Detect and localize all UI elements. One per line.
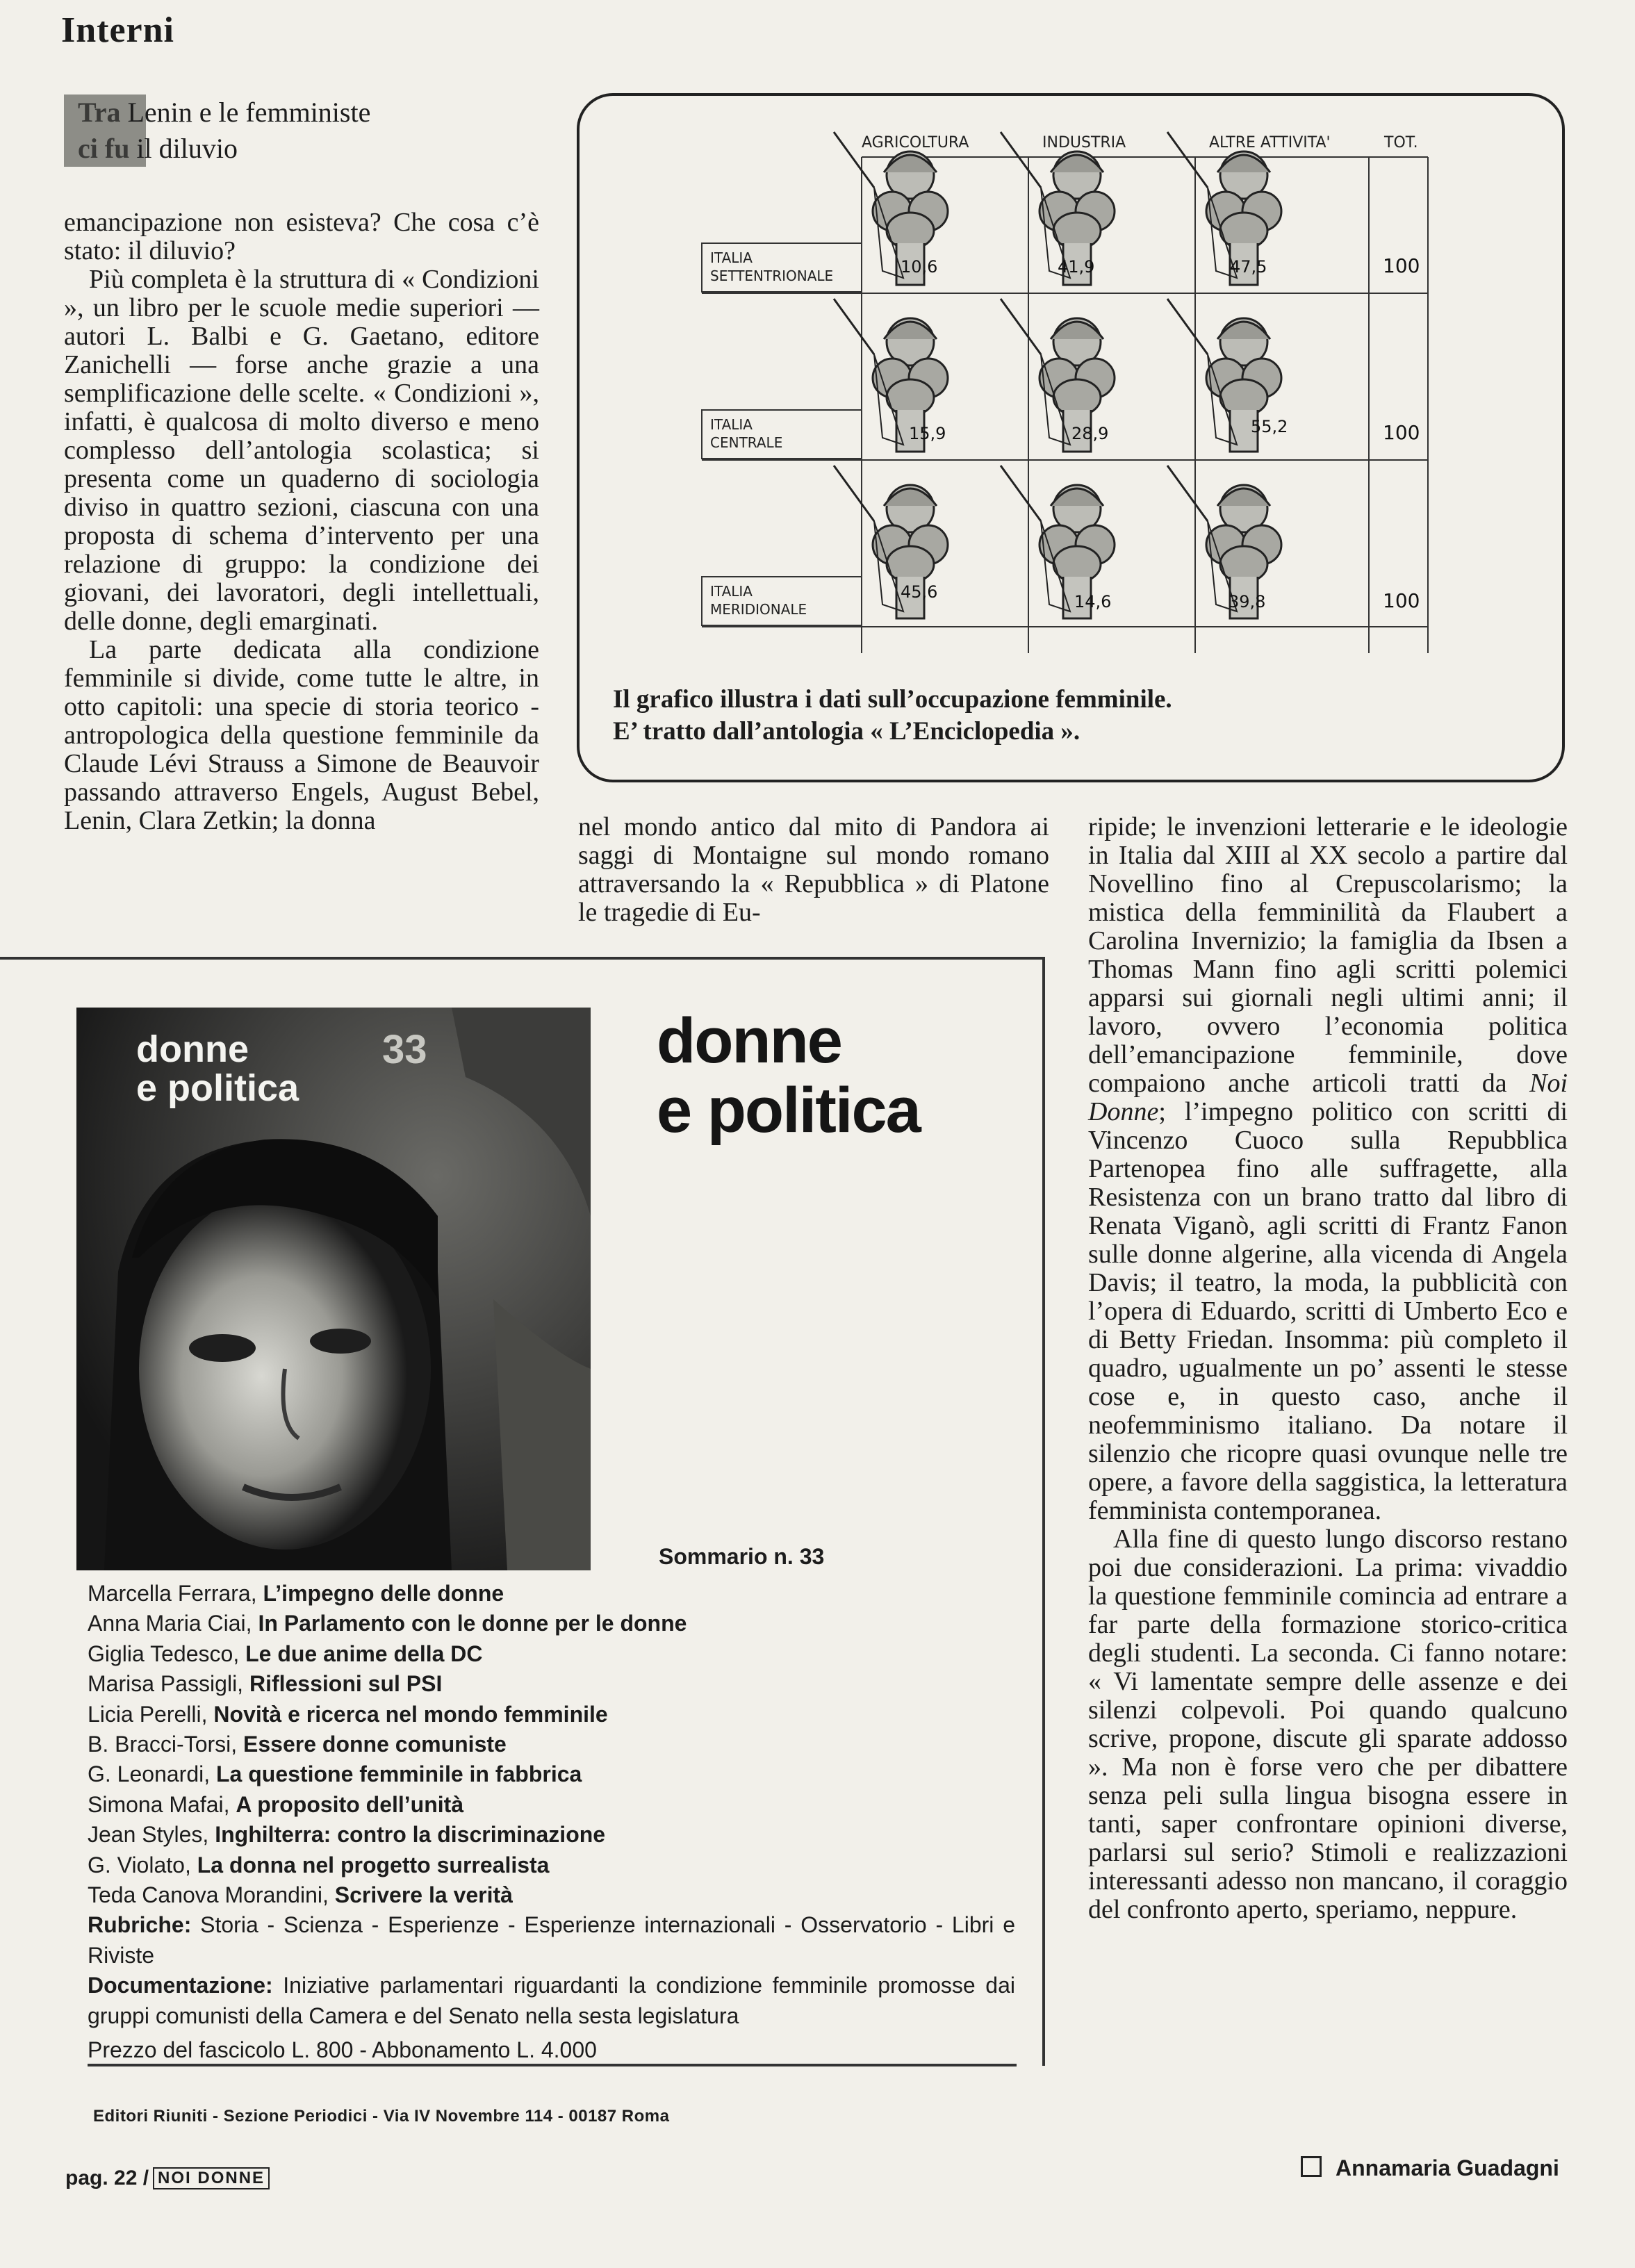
box-top-rule — [0, 957, 1045, 960]
documentazione-label: Documentazione: — [88, 1973, 273, 1998]
box-right-rule — [1042, 957, 1045, 2066]
col3-p1-part-1: ripide; le invenzioni letterarie e le ideologie in Italia dal XIII al XX secolo a partire dal Novellino fino al Crepuscolarismo; la mistica della femminilità da Flaubert a Carolina Invernizio; la famiglia da Ibsen a Thomas Mann fino agli scritti polemici apparsi sui giornali negli ultimi anni; il lavoro, ovvero l’economia politica dell’emancipazione femminile, dove compaiono anche articoli tratti da — [1088, 812, 1568, 1098]
toc-rubriche — [88, 1910, 1015, 1971]
sommario-heading: Sommario n. 33 — [659, 1544, 825, 1569]
toc-author: G. Leonardi, — [88, 1761, 216, 1787]
article-column-2 — [578, 813, 1049, 927]
author-name: Annamaria Guadagni — [1336, 2155, 1559, 2180]
value-centro-agricoltura: 15,9 — [909, 424, 946, 443]
row-label-nord-2: SETTENTRIONALE — [710, 268, 834, 284]
total-centro: 100 — [1383, 421, 1420, 444]
col-heading-agricoltura: AGRICOLTURA — [862, 134, 969, 151]
kicker-headline — [78, 94, 467, 167]
toc-title: La donna nel progetto surrealista — [197, 1852, 550, 1877]
box-bottom-rule — [88, 2064, 1017, 2066]
col1-paragraph-1: emancipazione non esisteva? Che cosa c’è stato: il diluvio? — [64, 208, 539, 265]
toc-prezzo: Prezzo del fascicolo L. 800 - Abbonamento L. 4.000 — [88, 2037, 597, 2063]
kicker-line-1: Lenin e le femministe — [127, 97, 371, 128]
toc-title: Riflessioni sul PSI — [249, 1671, 443, 1697]
value-sud-agricoltura: 45,6 — [901, 582, 938, 602]
toc-author: Giglia Tedesco, — [88, 1641, 246, 1666]
toc-item — [88, 1759, 1015, 1789]
value-nord-industria: 41,9 — [1058, 257, 1095, 277]
cover-title-line-2: e politica — [136, 1067, 299, 1109]
toc-item — [88, 1850, 1015, 1880]
toc-item — [88, 1790, 1015, 1820]
article-column-1 — [64, 208, 539, 835]
value-centro-industria: 28,9 — [1071, 424, 1109, 443]
documentazione-text: Iniziative parlamentari riguardanti la condizione femminile promosse dai gruppi comunisti della Camera e del Senato nella sesta legislatura — [88, 1973, 1015, 2028]
noi-donne-logo: NOI DONNE — [153, 2167, 270, 2189]
toc-title: Scrivere la verità — [334, 1882, 513, 1908]
toc-documentazione — [88, 1971, 1015, 2031]
col3-p1-magazine-name: Noi Donne — [1088, 1069, 1568, 1126]
magazine-title-line-2: e politica — [657, 1075, 920, 1146]
row-label-centro-2: CENTRALE — [710, 434, 783, 451]
rubriche-text: Storia - Scienza - Esperienze - Esperienze internazionali - Osservatorio - Libri e Riviste — [88, 1912, 1015, 1968]
publisher-line: Editori Riuniti - Sezione Periodici - Via IV Novembre 114 - 00187 Roma — [93, 2107, 670, 2126]
col1-paragraph-3: La parte dedicata alla condizione femminile si divide, come tutte le altre, in otto capitoli: una specie di storia teorico - antropologica della questione femminile da Claude Lévi Strauss a Simone de Beauvoir passando attraverso Engels, August Bebel, Lenin, Clara Zetkin; la donna — [64, 635, 539, 835]
toc-author: Anna Maria Ciai, — [88, 1611, 258, 1636]
toc-title: Novità e ricerca nel mondo femminile — [213, 1701, 608, 1727]
toc-item — [88, 1700, 1015, 1729]
total-nord: 100 — [1383, 254, 1420, 277]
toc-author: Jean Styles, — [88, 1822, 215, 1848]
value-sud-altre: 39,8 — [1229, 592, 1266, 611]
total-sud: 100 — [1383, 589, 1420, 612]
toc-title: In Parlamento con le donne per le donne — [258, 1611, 687, 1636]
toc-author: Marisa Passigli, — [88, 1671, 249, 1697]
toc-title: L’impegno delle donne — [263, 1581, 504, 1606]
magazine-title-line-1: donne — [657, 1005, 841, 1076]
col3-p1-part-2: ; l’impegno politico con scritti di Vincenzo Cuoco sulla Repubblica Partenopea fino alle suffragette, alla Resistenza con un brano tratto dal libro di Renata Viganò, agli scritti di Frantz Fanon sulle donne algerine, alla vicenda di Angela Davis; il teatro, la moda, la pubblicità con l’opera di Eduardo, scritti di Umberto Eco e di Betty Friedan. Insomma: più completo il quadro, ugualmente un po’ assenti le stesse cose e, in questo caso, anche il neofemminismo italiano. Da notare il silenzio che ricopre quasi ovunque nelle tre opere, a favore della saggistica, la letteratura femminista contemporanea. — [1088, 1097, 1568, 1525]
col3-paragraph-2: Alla fine di questo lungo discorso restano poi due considerazioni. La prima: vivaddio la questione femminile comincia ad entrare a far parte della formazione storico-critica degli studenti. La seconda. Ci fanno notare: « Vi lamentate sempre delle assenze e dei silenzi colpevoli. Poi quando qualcuno scrive, propone, discute gli sparate addosso ». Ma non è forse vero che per dibattere senza peli sulla lingua bisogna essere in tanti, saper confrontare opinioni diverse, parlarsi sul serio? Stimoli e realizzazioni interessanti adesso non mancano, il coraggio del confronto aperto, speriamo, neppure. — [1088, 1525, 1568, 1924]
employment-illustration-chart — [598, 111, 1452, 667]
row-label-nord-1: ITALIA — [710, 249, 753, 266]
page-folio — [65, 2167, 270, 2190]
kicker-line-2: il diluvio — [136, 133, 238, 164]
figure-caption — [613, 684, 1172, 748]
end-mark-square-icon — [1301, 2156, 1322, 2177]
toc-author: B. Bracci-Torsi, — [88, 1732, 244, 1757]
table-of-contents — [88, 1579, 1015, 2066]
value-nord-altre: 47,5 — [1230, 257, 1267, 277]
toc-item — [88, 1669, 1015, 1699]
col-heading-industria: INDUSTRIA — [1042, 134, 1126, 151]
row-label-centro-1: ITALIA — [710, 416, 753, 433]
toc-item — [88, 1639, 1015, 1669]
toc-author: Licia Perelli, — [88, 1701, 214, 1727]
toc-item — [88, 1609, 1015, 1638]
toc-title: Inghilterra: contro la discriminazione — [215, 1822, 606, 1848]
kicker-boxed-word-1: Tra — [78, 97, 121, 128]
toc-title: A proposito dell’unità — [236, 1791, 464, 1817]
kicker-boxed-word-2: ci fu — [78, 133, 130, 164]
magazine-cover-image — [76, 1008, 591, 1570]
cover-photo-portrait — [76, 1008, 591, 1570]
value-nord-agricoltura: 10,6 — [901, 257, 938, 277]
value-centro-altre: 55,2 — [1251, 417, 1288, 436]
figure-caption-line-1: Il grafico illustra i dati sull’occupazione femminile. — [613, 685, 1172, 714]
row-label-sud-2: MERIDIONALE — [710, 601, 807, 618]
col3-paragraph-1 — [1088, 813, 1568, 1525]
toc-item — [88, 1729, 1015, 1759]
col-heading-tot: TOT. — [1384, 134, 1418, 151]
page-number: pag. 22 / — [65, 2167, 149, 2189]
toc-author: Teda Canova Morandini, — [88, 1882, 335, 1908]
toc-title: Essere donne comuniste — [243, 1732, 507, 1757]
col-heading-altre-attivita: ALTRE ATTIVITA' — [1209, 134, 1331, 151]
section-label: Interni — [61, 10, 174, 50]
toc-author: Simona Mafai, — [88, 1791, 236, 1817]
col2-paragraph: nel mondo antico dal mito di Pandora ai saggi di Montaigne sul mondo romano attraversando la « Repubblica » di Platone le tragedie di Eu- — [578, 812, 1049, 927]
magazine-title — [657, 1006, 920, 1145]
row-label-sud-1: ITALIA — [710, 583, 753, 600]
author-signature — [1301, 2155, 1559, 2181]
toc-title: La questione femminile in fabbrica — [216, 1761, 582, 1787]
article-column-3 — [1088, 813, 1568, 1924]
toc-item — [88, 1880, 1015, 1910]
toc-item — [88, 1820, 1015, 1850]
rubriche-label: Rubriche: — [88, 1912, 192, 1938]
value-sud-industria: 14,6 — [1074, 592, 1112, 611]
toc-item — [88, 1579, 1015, 1609]
toc-author: Marcella Ferrara, — [88, 1581, 263, 1606]
figure-caption-line-2: E’ tratto dall’antologia « L’Enciclopedia ». — [613, 717, 1081, 746]
col1-paragraph-2: Più completa è la struttura di « Condizioni », un libro per le scuole medie superiori — autori L. Balbi e G. Gaetano, editore Zanichelli — forse anche grazie a una semplificazione delle scelte. « Condizioni », infatti, è qualcosa di molto diverso e meno complesso dell’antologia scolastica; si presenta come un quaderno di sociologia diviso in quattro sezioni, ciascuna con una proposta di schema d’intervento per una relazione di gruppo: la condizione dei giovani, dei lavoratori, degli intellettuali, delle donne, degli emarginati. — [64, 265, 539, 636]
cover-issue-number: 33 — [382, 1027, 427, 1072]
toc-author: G. Violato, — [88, 1852, 197, 1877]
toc-title: Le due anime della DC — [245, 1641, 483, 1666]
cover-title-line-1: donne — [136, 1028, 249, 1070]
